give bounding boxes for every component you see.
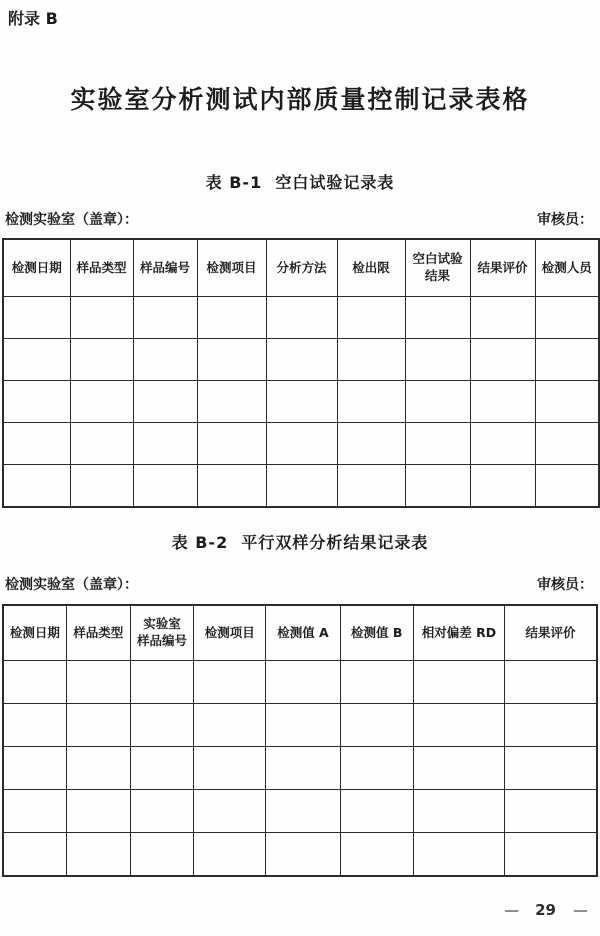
empty-cell [505,747,597,790]
empty-cell [266,423,337,465]
empty-cell [266,833,340,877]
empty-cell [535,297,599,339]
empty-cell [66,790,130,833]
empty-cell [340,747,413,790]
page-number [504,901,587,919]
empty-cell [505,661,597,704]
empty-cell [340,790,413,833]
empty-cell [197,423,266,465]
header-result-evaluation: 结果评价 [505,605,597,661]
empty-cell [66,747,130,790]
empty-cell [470,339,535,381]
empty-cell [3,297,70,339]
table-row [3,661,597,704]
table-row [3,423,599,465]
table-b1-body [3,297,599,508]
empty-cell [413,704,504,747]
empty-cell [337,339,405,381]
empty-cell [405,297,470,339]
empty-cell [470,297,535,339]
empty-cell [194,833,266,877]
table-row [3,339,599,381]
empty-cell [130,833,193,877]
header-test-value-a: 检测值 A [266,605,340,661]
empty-cell [405,339,470,381]
empty-cell [133,423,197,465]
empty-cell [130,704,193,747]
empty-cell [535,423,599,465]
table-b1-header-row [3,239,599,297]
page-number-value: 29 [535,901,556,919]
header-test-date: 检测日期 [3,239,70,297]
empty-cell [405,423,470,465]
lab-stamp-label: 检测实验室（盖章）： [5,577,138,593]
empty-cell [133,339,197,381]
empty-cell [505,704,597,747]
table-b1-title: 表 B-1 空白试验记录表 [205,173,395,192]
empty-cell [535,465,599,508]
empty-cell [505,790,597,833]
header-detection-limit: 检出限 [337,239,405,297]
parallel-duplicate-record-table [2,604,598,877]
table-row [3,747,597,790]
empty-cell [3,790,66,833]
empty-cell [70,297,133,339]
empty-cell [66,833,130,877]
empty-cell [3,381,70,423]
header-sample-no: 样品编号 [133,239,197,297]
header-test-date: 检测日期 [3,605,66,661]
empty-cell [197,297,266,339]
table-b2-title: 表 B-2 平行双样分析结果记录表 [171,533,429,552]
empty-cell [194,747,266,790]
header-test-value-b: 检测值 B [340,605,413,661]
empty-cell [3,661,66,704]
empty-cell [133,465,197,508]
reviewer-label: 审核员： [537,577,593,593]
empty-cell [266,297,337,339]
empty-cell [70,465,133,508]
empty-cell [194,704,266,747]
table-b1-stamp-line [5,209,593,229]
table-row [3,833,597,877]
empty-cell [337,297,405,339]
empty-cell [413,747,504,790]
empty-cell [266,381,337,423]
empty-cell [133,381,197,423]
reviewer-label: 审核员： [537,212,593,228]
table-b2-stamp-line [5,574,593,594]
empty-cell [340,704,413,747]
lab-stamp-label: 检测实验室（盖章）： [5,212,138,228]
empty-cell [197,381,266,423]
empty-cell [337,465,405,508]
empty-cell [337,381,405,423]
empty-cell [470,423,535,465]
empty-cell [413,661,504,704]
empty-cell [266,747,340,790]
header-blank-test-result: 空白试验 结果 [405,239,470,297]
empty-cell [337,423,405,465]
page-title: 实验室分析测试内部质量控制记录表格 [70,85,530,114]
empty-cell [3,747,66,790]
empty-cell [405,465,470,508]
empty-cell [70,339,133,381]
blank-test-record-table [2,238,600,508]
header-sample-type: 样品类型 [66,605,130,661]
empty-cell [197,465,266,508]
empty-cell [470,465,535,508]
table-row [3,704,597,747]
header-sample-type: 样品类型 [70,239,133,297]
empty-cell [197,339,266,381]
table-b2-body [3,661,597,877]
header-analysis-method: 分析方法 [266,239,337,297]
empty-cell [3,339,70,381]
empty-cell [70,423,133,465]
empty-cell [194,661,266,704]
empty-cell [413,790,504,833]
page-number-dash-right: — [573,901,587,919]
empty-cell [70,381,133,423]
page-number-dash-left: — [504,901,519,919]
empty-cell [3,465,70,508]
empty-cell [3,423,70,465]
header-test-item: 检测项目 [194,605,266,661]
empty-cell [66,661,130,704]
empty-cell [133,297,197,339]
empty-cell [340,833,413,877]
empty-cell [130,661,193,704]
header-result-evaluation: 结果评价 [470,239,535,297]
empty-cell [266,790,340,833]
header-tester: 检测人员 [535,239,599,297]
header-test-item: 检测项目 [197,239,266,297]
empty-cell [535,381,599,423]
table-row [3,465,599,508]
empty-cell [3,704,66,747]
table-row [3,297,599,339]
empty-cell [405,381,470,423]
header-lab-sample-no: 实验室 样品编号 [130,605,193,661]
empty-cell [266,704,340,747]
empty-cell [535,339,599,381]
empty-cell [340,661,413,704]
table-row [3,381,599,423]
table-row [3,790,597,833]
appendix-label: 附录 B [8,9,58,28]
empty-cell [66,704,130,747]
empty-cell [470,381,535,423]
empty-cell [3,833,66,877]
empty-cell [130,747,193,790]
table-b2-header-row [3,605,597,661]
empty-cell [266,339,337,381]
empty-cell [266,465,337,508]
empty-cell [194,790,266,833]
empty-cell [505,833,597,877]
empty-cell [266,661,340,704]
empty-cell [130,790,193,833]
empty-cell [413,833,504,877]
header-relative-deviation-rd: 相对偏差 RD [413,605,504,661]
